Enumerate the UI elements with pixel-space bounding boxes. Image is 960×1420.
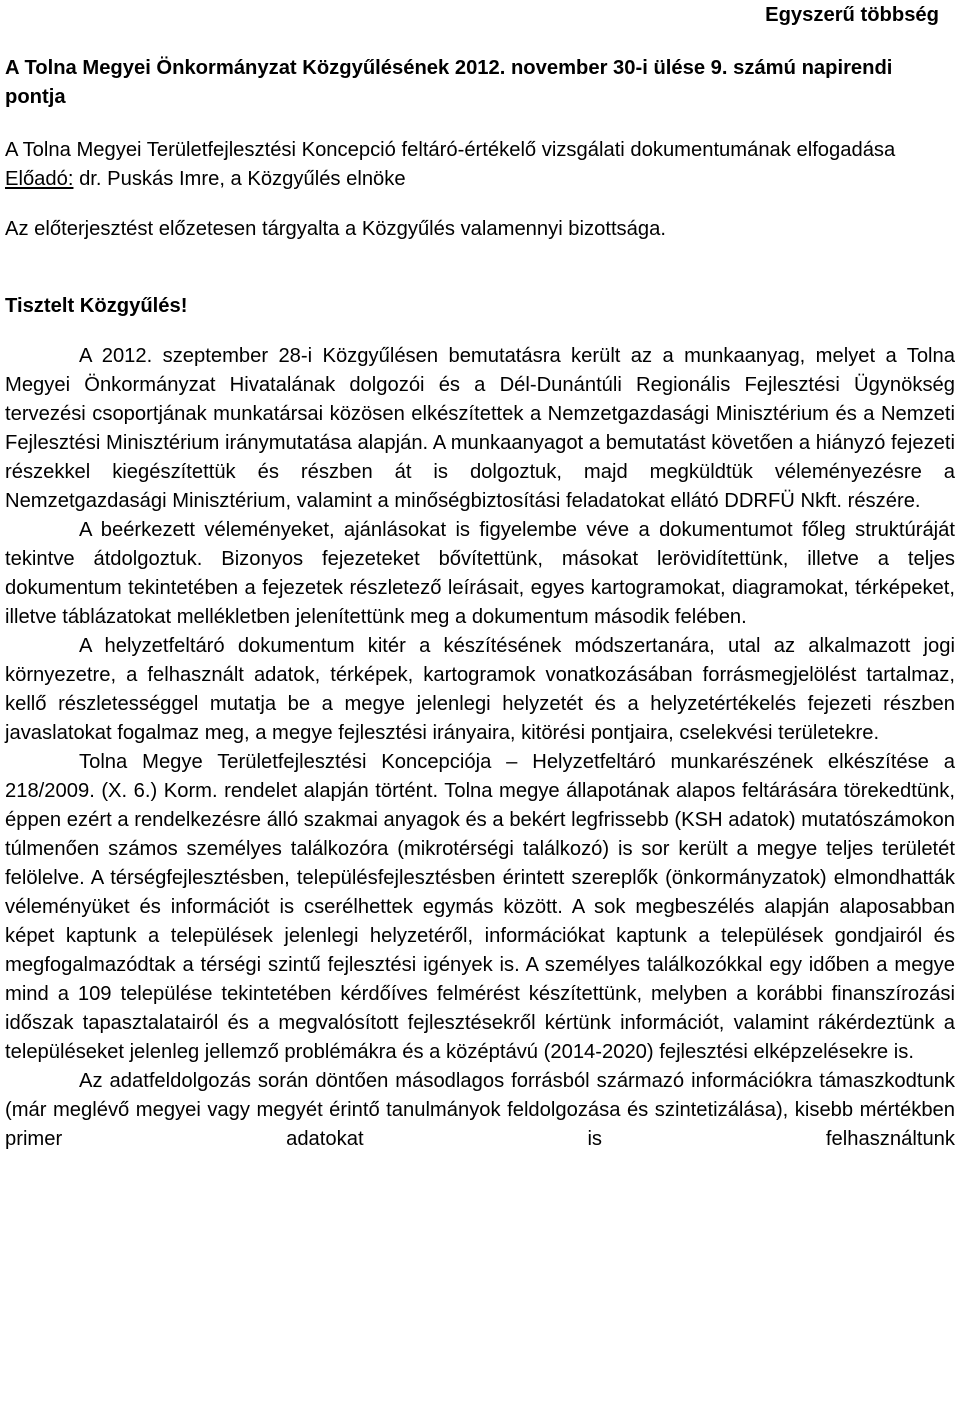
paragraph: Az adatfeldolgozás során döntően másodlagos forrásból származó információkra támaszkodtunk (már meglévő megyei vagy megyét érintő tanulmányok feldolgozása és szintetizálása), kisebb mértékben primer adatokat is felhasználtunk	[5, 1070, 955, 1150]
body-text	[5, 342, 955, 1154]
paragraph: A 2012. szeptember 28-i Közgyűlésen bemutatásra került az a munkaanyag, melyet a Tolna Megyei Önkormányzat Hivatalának dolgozói és a Dél-Dunántúli Regionális Fejlesztési Ügynökség tervezési csoportjának munkatársai közösen elkészítettek a Nemzetgazdasági Minisztérium és a Nemzeti Fejlesztési Minisztérium iránymutatása alapján. A munkaanyagot a bemutatást követően a hiányzó fejezeti részekkel kiegészítettük és részben át is dolgoztuk, majd megküldtük véleményezésre a Nemzetgazdasági Minisztérium, valamint a minőségbiztosítási feladatokat ellátó DDRFÜ Nkft. részére.	[5, 345, 955, 512]
subject-block	[5, 136, 955, 165]
presenter-label: Előadó:	[5, 168, 74, 190]
presenter-line	[5, 165, 955, 194]
paragraph: A beérkezett véleményeket, ajánlásokat is figyelembe véve a dokumentumot főleg struktúráját tekintve átdolgoztuk. Bizonyos fejezeteket bővítettünk, másokat lerövidítettünk, illetve a teljes dokumentum tekintetében a fejezetek részletező leírásait, egyes kartogramokat, diagramokat, térképeket, illetve táblázatokat mellékletben jelenítettünk meg a dokumentum második felében.	[5, 519, 955, 628]
presenter-name: dr. Puskás Imre, a Közgyűlés elnöke	[73, 168, 406, 190]
subject-title: A Tolna Megyei Területfejlesztési Koncepció feltáró-értékelő vizsgálati dokumentumának elfogadása	[5, 139, 896, 161]
voting-majority-label: Egyszerű többség	[765, 4, 939, 26]
salutation: Tisztelt Közgyűlés!	[5, 295, 188, 317]
prior-review-note: Az előterjesztést előzetesen tárgyalta a Közgyűlés valamennyi bizottsága.	[5, 218, 666, 240]
document-page	[5, 0, 955, 1154]
paragraph: Tolna Megye Területfejlesztési Koncepciója – Helyzetfeltáró munkarészének elkészítése a 218/2009. (X. 6.) Korm. rendelet alapján történt. Tolna megye állapotának alapos feltárására törekedtünk, éppen ezért a rendelkezésre álló szakmai anyagok és a bekért legfrissebb (KSH adatok) mutatószámokon túlmenően számos személyes találkozóra (mikrotérségi találkozó) is sor került a megye teljes területét felölelve. A térségfejlesztésben, településfejlesztésben érintett szereplők (önkormányzatok) elmondhatták véleményüket és információt is cserélhettek egymás között. A sok megbeszélés alapján alaposabban képet kaptunk a települések jelenlegi helyzetéről, információkat kaptunk a települések gondjairól és megfogalmazódtak a térségi szintű fejlesztési igények is. A személyes találkozókkal egy időben a megye mind a 109 települése tekintetében kérdőíves felmérést készítettünk, melyben a korábbi finanszírozási időszak tapasztalatairól és a megvalósított fejlesztésekről kértünk információt, valamint rákérdeztünk a településeket jelenleg jellemző problémákra és a középtávú (2014-2020) fejlesztési elképzelésekre is.	[5, 751, 955, 1063]
meeting-agenda-line: A Tolna Megyei Önkormányzat Közgyűlésének 2012. november 30-i ülése 9. számú napirendi pontja	[5, 57, 893, 108]
paragraph: A helyzetfeltáró dokumentum kitér a készítésének módszertanára, utal az alkalmazott jogi környezetre, a felhasznált adatok, térképek, kartogramok vonatkozásában forrásmegjelölést tartalmaz, kellő részletességgel mutatja be a megye jelenlegi helyzetét és a helyzetértékelés fejezeti részben javaslatokat fogalmaz meg, a megye fejlesztési irányaira, kitörési pontjaira, cselekvési területekre.	[5, 635, 955, 744]
